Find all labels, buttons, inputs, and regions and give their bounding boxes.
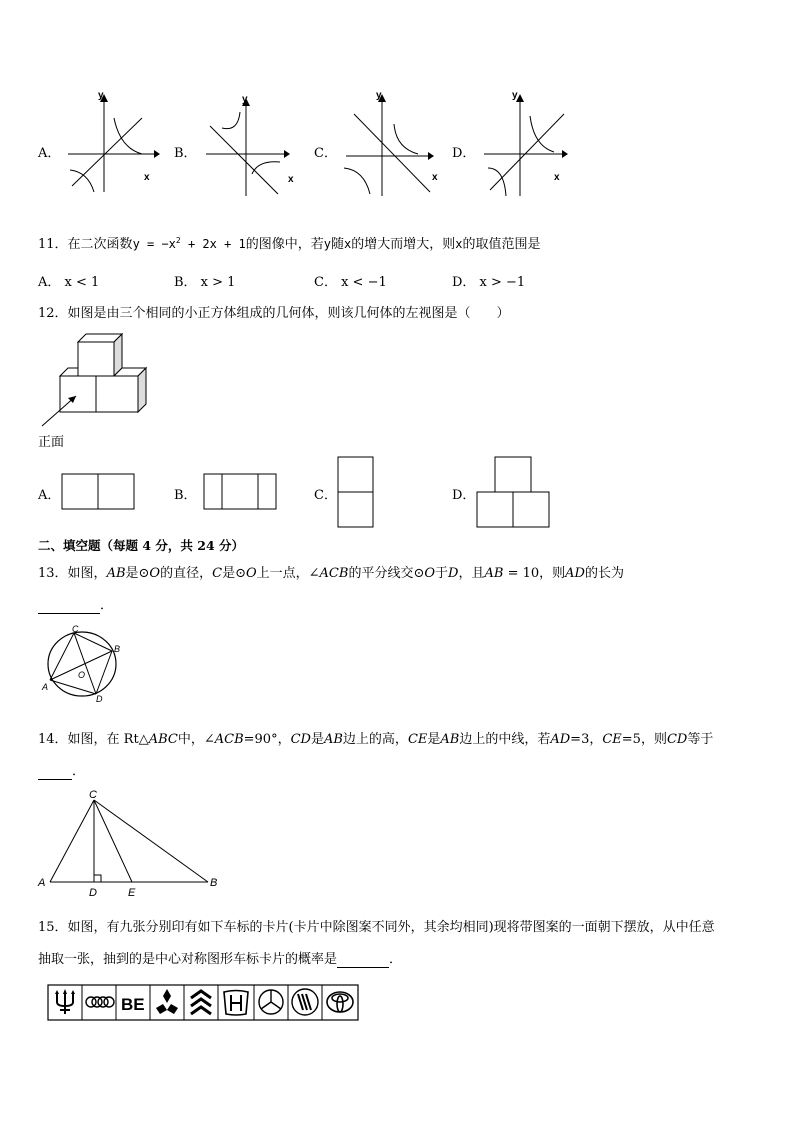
svg-text:C: C — [89, 789, 97, 801]
y-axis-label: y — [512, 90, 518, 101]
svg-text:E: E — [128, 887, 136, 899]
x-axis-label: x — [288, 174, 294, 185]
q11-question: 11．在二次函数$y = -x^2 + 2x + 1$的图像中，若y随x的增大而增大，则x的取值范围是 — [38, 236, 541, 252]
q15-question-line2: 抽取一张，抽到的是中心对称图形车标卡片的概率是 ． — [38, 952, 403, 967]
svg-text:BE: BE — [121, 995, 145, 1014]
q10-option-b-label: B． — [174, 146, 197, 161]
q14-triangle-figure — [34, 786, 226, 900]
q12-option-b-figure[interactable] — [202, 472, 278, 512]
y-axis-label: y — [242, 94, 248, 105]
svg-text:B: B — [114, 644, 121, 654]
q13-answer-blank[interactable] — [38, 598, 100, 614]
svg-text:O: O — [78, 670, 86, 680]
svg-text:C: C — [72, 624, 79, 634]
svg-text:B: B — [210, 877, 218, 889]
q10-graph-b[interactable] — [200, 92, 300, 200]
q11-option-b[interactable]: B． x > 1 — [174, 275, 236, 290]
q11-option-d[interactable]: D． x > −1 — [452, 275, 526, 290]
q10-graph-c[interactable] — [340, 88, 444, 200]
x-axis-label: x — [554, 172, 560, 183]
q12-option-d-figure[interactable] — [475, 455, 551, 529]
q13-circle-figure — [36, 622, 126, 702]
q14-answer-line: ． — [38, 760, 85, 780]
q14-answer-blank[interactable] — [38, 764, 72, 780]
q15-question-line1: 15．如图，有九张分别印有如下车标的卡片(卡片中除图案不同外，其余均相同)现将带图案的一面朝下摆放，从中任意 — [38, 920, 715, 935]
svg-text:D: D — [89, 887, 97, 899]
q12-option-c-figure[interactable] — [336, 455, 376, 529]
q15-logo-strip — [47, 984, 359, 1022]
q10-graph-d[interactable] — [478, 88, 578, 200]
q12-option-a-figure[interactable] — [60, 472, 136, 512]
svg-text:A: A — [38, 877, 46, 889]
q11-function: $y = -x^2 + 2x + 1$ — [132, 236, 246, 251]
q11-option-c[interactable]: C． x < −1 — [314, 275, 387, 290]
q12-option-a-label: A． — [38, 488, 61, 503]
q13-answer-line: ． — [38, 594, 113, 614]
q12-cube-figure — [36, 326, 152, 432]
q12-option-b-label: B． — [174, 488, 197, 503]
y-axis-label: y — [376, 90, 382, 101]
be-logo-icon — [121, 995, 145, 1014]
x-axis-label: x — [144, 172, 150, 183]
q10-graph-a[interactable] — [62, 88, 160, 196]
q12-option-d-label: D． — [452, 488, 476, 503]
x-axis-label: x — [432, 172, 438, 183]
q10-option-c-label: C． — [314, 146, 337, 161]
q13-question: 13．如图，AB是⊙O的直径，C是⊙O上一点，∠ACB的平分线交⊙O于D，且AB = 10，则AD的长为 — [38, 566, 624, 581]
q14-question: 14．如图，在 Rt△ABC中，∠ACB=90°，CD是AB边上的高，CE是AB边上的中线，若AD=3，CE=5，则CD等于 — [38, 732, 714, 747]
q10-option-a-label: A． — [38, 146, 61, 161]
q11-option-a[interactable]: A． x < 1 — [38, 275, 100, 290]
q12-option-c-label: C． — [314, 488, 337, 503]
svg-text:A: A — [42, 682, 49, 692]
q15-answer-blank[interactable] — [337, 952, 389, 968]
svg-text:D: D — [96, 694, 103, 702]
y-axis-label: y — [98, 90, 104, 101]
front-view-label: 正面 — [38, 435, 65, 450]
q10-option-d-label: D． — [452, 146, 476, 161]
section-title: 二、填空题（每题 4 分，共 24 分） — [38, 538, 245, 553]
q12-question: 12．如图是由三个相同的小正方体组成的几何体，则该几何体的左视图是（ ） — [38, 306, 510, 321]
